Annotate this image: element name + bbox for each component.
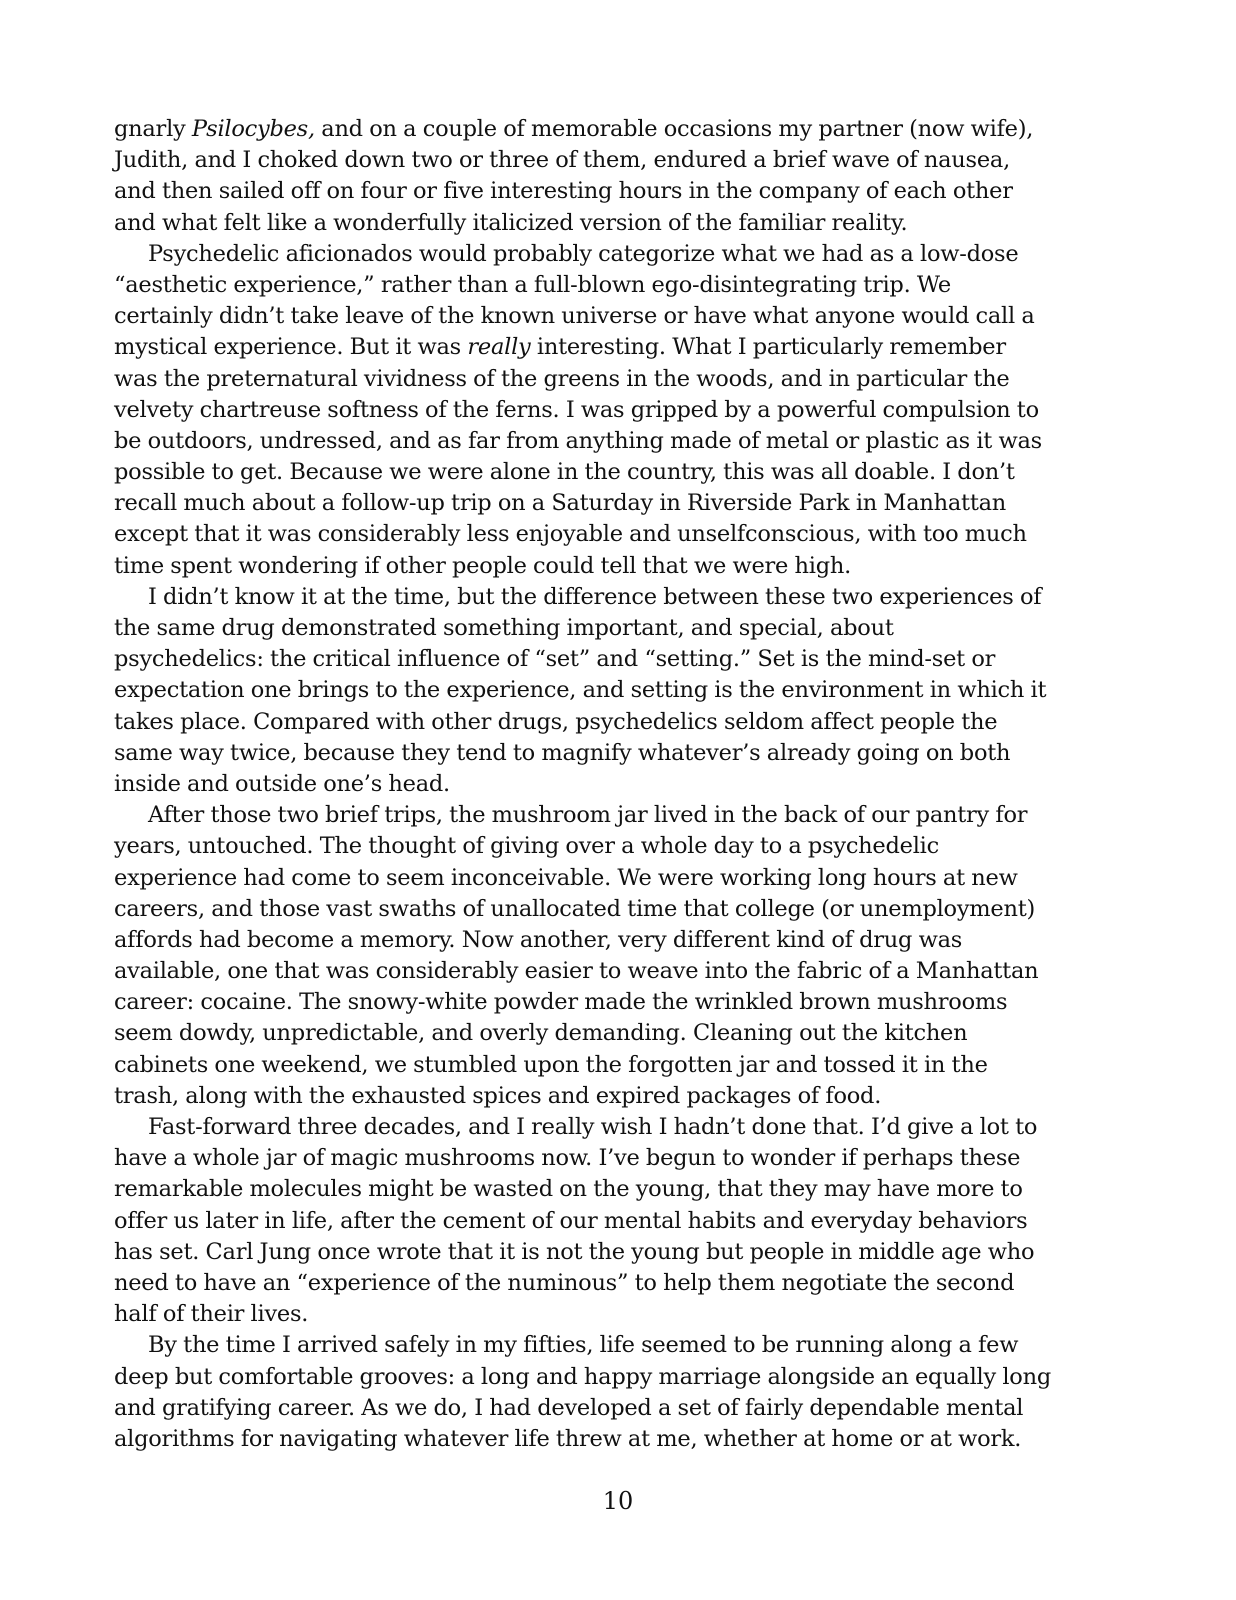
text-line: [114, 863, 1099, 894]
text-line: [114, 426, 1099, 457]
text-run: Judith, and I choked down two or three of them, endured a brief wave of nausea,: [114, 147, 1010, 174]
text-line: [114, 114, 1099, 145]
text-run: experience had come to seem inconceivable. We were working long hours at new: [114, 864, 1018, 891]
text-line: [114, 1050, 1099, 1081]
text-line: [114, 582, 1099, 613]
text-line: [114, 270, 1099, 301]
text-run: and then sailed off on four or five interesting hours in the company of each other: [114, 178, 1013, 205]
text-line: [114, 1299, 1099, 1330]
text-line: [114, 176, 1099, 207]
text-run: same way twice, because they tend to magnify whatever’s already going on both: [114, 739, 1011, 766]
text-run: need to have an “experience of the numinous” to help them negotiate the second: [114, 1269, 1015, 1296]
text-run: the same drug demonstrated something important, and special, about: [114, 615, 894, 641]
text-run: recall much about a follow-up trip on a Saturday in Riverside Park in Manhattan: [114, 490, 1007, 517]
text-run: psychedelics: the critical influence of “set” and “setting.” Set is the mind-set or: [114, 646, 996, 673]
text-line: [114, 332, 1099, 363]
text-run: offer us later in life, after the cement of our mental habits and everyday behaviors: [114, 1207, 1028, 1234]
text-line: [114, 738, 1099, 769]
text-run: trash, along with the exhausted spices and expired packages of food.: [114, 1082, 882, 1109]
paragraph: [114, 1330, 1099, 1455]
text-line: [114, 675, 1099, 706]
text-run: careers, and those vast swaths of unallocated time that college (or unemployment): [114, 895, 1036, 922]
text-line: [114, 1424, 1099, 1455]
text-run: velvety chartreuse softness of the ferns. I was gripped by a powerful compulsion to: [114, 396, 1039, 423]
text-line: [114, 1362, 1099, 1393]
italic-text: really: [467, 334, 531, 361]
text-run: and on a couple of memorable occasions my partner (now wife),: [314, 116, 1034, 142]
text-run: half of their lives.: [114, 1301, 309, 1328]
text-line: [114, 925, 1099, 956]
text-run: “aesthetic experience,” rather than a full-blown ego-disintegrating trip. We: [114, 271, 951, 298]
text-run: remarkable molecules might be wasted on the young, that they may have more to: [114, 1176, 1023, 1203]
text-run: and gratifying career. As we do, I had developed a set of fairly dependable mental: [114, 1394, 1024, 1421]
page-number: 10: [602, 1487, 634, 1515]
text-line: [114, 1330, 1099, 1361]
text-line: [114, 1393, 1099, 1424]
text-line: [114, 613, 1099, 644]
text-run: available, one that was considerably easier to weave into the fabric of a Manhattan: [114, 958, 1039, 985]
page-body: [114, 114, 1099, 1455]
text-line: [114, 707, 1099, 738]
text-run: mystical experience. But it was: [114, 334, 468, 361]
text-run: possible to get. Because we were alone in the country, this was all doable. I don’t: [114, 459, 1015, 486]
text-run: was the preternatural vividness of the greens in the woods, and in particular the: [114, 365, 1010, 392]
text-run: and what felt like a wonderfully italicized version of the familiar reality.: [114, 209, 908, 236]
text-run: gnarly: [114, 116, 192, 142]
text-run: except that it was considerably less enjoyable and unselfconscious, with too much: [114, 521, 1027, 548]
text-line: [114, 1143, 1099, 1174]
text-run: After those two brief trips, the mushroom jar lived in the back of our pantry for: [148, 802, 1028, 829]
text-run: has set. Carl Jung once wrote that it is not the young but people in middle age who: [114, 1238, 1035, 1265]
text-run: seem dowdy, unpredictable, and overly demanding. Cleaning out the kitchen: [114, 1020, 968, 1047]
paragraph: [114, 239, 1099, 582]
text-run: certainly didn’t take leave of the known universe or have what anyone would call a: [114, 303, 1035, 330]
text-run: be outdoors, undressed, and as far from anything made of metal or plastic as it was: [114, 427, 1042, 454]
paragraph: [114, 800, 1099, 1112]
text-run: cabinets one weekend, we stumbled upon the forgotten jar and tossed it in the: [114, 1051, 988, 1078]
text-run: algorithms for navigating whatever life threw at me, whether at home or at work.: [114, 1425, 1022, 1452]
paragraph: [114, 582, 1099, 800]
text-run: years, untouched. The thought of giving over a whole day to a psychedelic: [114, 833, 939, 860]
text-line: [114, 800, 1099, 831]
text-line: [114, 145, 1099, 176]
text-line: [114, 987, 1099, 1018]
text-line: [114, 831, 1099, 862]
text-run: career: cocaine. The snowy-white powder made the wrinkled brown mushrooms: [114, 989, 1008, 1016]
text-line: [114, 519, 1099, 550]
text-run: By the time I arrived safely in my fifties, life seemed to be running along a few: [148, 1332, 1019, 1359]
text-line: [114, 364, 1099, 395]
text-run: time spent wondering if other people could tell that we were high.: [114, 552, 852, 579]
text-run: Psychedelic aficionados would probably categorize what we had as a low-dose: [148, 240, 1019, 267]
text-line: [114, 644, 1099, 675]
text-line: [114, 1174, 1099, 1205]
text-line: [114, 956, 1099, 987]
text-line: [114, 239, 1099, 270]
text-line: [114, 1018, 1099, 1049]
text-run: inside and outside one’s head.: [114, 770, 450, 797]
text-line: [114, 1206, 1099, 1237]
text-line: [114, 1237, 1099, 1268]
text-run: expectation one brings to the experience, and setting is the environment in which it: [114, 677, 1047, 704]
text-line: [114, 301, 1099, 332]
paragraph: [114, 1112, 1099, 1330]
text-run: have a whole jar of magic mushrooms now. I’ve begun to wonder if perhaps these: [114, 1145, 1021, 1172]
text-line: [114, 488, 1099, 519]
text-run: takes place. Compared with other drugs, psychedelics seldom affect people the: [114, 708, 998, 735]
text-run: affords had become a memory. Now another, very different kind of drug was: [114, 926, 963, 953]
text-line: [114, 208, 1099, 239]
text-run: deep but comfortable grooves: a long and happy marriage alongside an equally long: [114, 1363, 1051, 1390]
italic-text: Psilocybes,: [191, 116, 315, 142]
text-run: I didn’t know it at the time, but the difference between these two experiences of: [148, 583, 1042, 610]
text-line: [114, 457, 1099, 488]
text-line: [114, 395, 1099, 426]
text-line: [114, 551, 1099, 582]
text-run: Fast-forward three decades, and I really wish I hadn’t done that. I’d give a lot to: [148, 1114, 1038, 1140]
paragraph: [114, 114, 1099, 239]
text-line: [114, 769, 1099, 800]
text-line: [114, 1081, 1099, 1112]
text-line: [114, 1268, 1099, 1299]
text-run: interesting. What I particularly remember: [530, 334, 1006, 361]
text-line: [114, 1112, 1099, 1143]
text-line: [114, 894, 1099, 925]
